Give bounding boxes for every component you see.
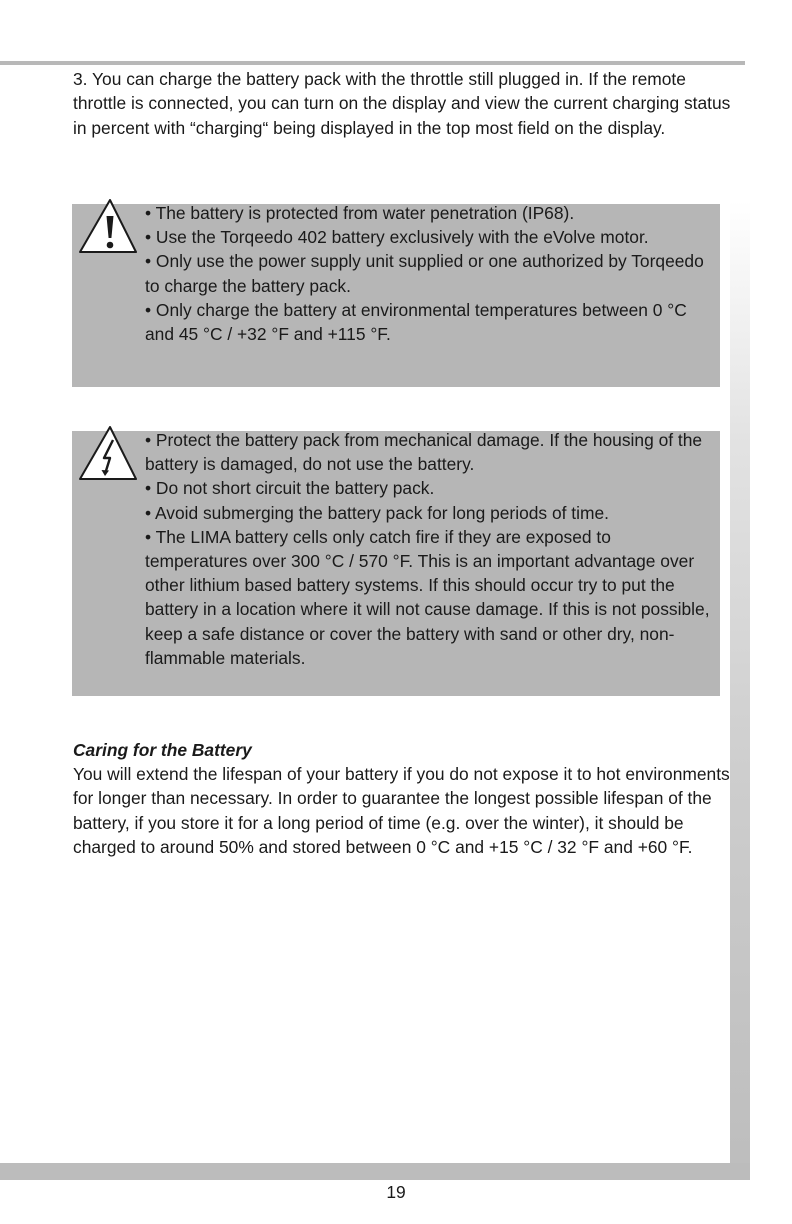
warning-item: • Only use the power supply unit supplied or one authorized by Torqeedo to charge the battery pack.	[145, 251, 704, 296]
page-edge-shading	[730, 200, 750, 1180]
danger-item: • Do not short circuit the battery pack.	[145, 478, 435, 499]
bottom-divider	[0, 1163, 750, 1180]
warning-item: • Only charge the battery at environmental temperatures between 0 °C and 45 °C / +32 °F and +115 °F.	[145, 299, 687, 345]
warning-item: • Use the Torqeedo 402 battery exclusively with the eVolve motor.	[145, 227, 649, 248]
warning-item: • The battery is protected from water penetration (IP68).	[145, 203, 575, 223]
warning-box	[72, 204, 720, 387]
danger-list	[145, 428, 715, 670]
danger-box	[72, 431, 720, 696]
intro-paragraph: 3. You can charge the battery pack with the throttle still plugged in. If the remote throttle is connected, you can turn on the display and view the current charging status in percent with “charging“ being displayed in the top most field on the display.	[73, 69, 731, 138]
warning-triangle-icon	[76, 196, 140, 258]
warning-list	[145, 201, 715, 346]
danger-item: • Protect the battery pack from mechanical damage. If the housing of the battery is damaged, do not use the battery.	[145, 430, 703, 475]
section-heading: Caring for the Battery	[73, 740, 252, 760]
danger-item: • Avoid submerging the battery pack for long periods of time.	[145, 502, 609, 523]
top-divider	[0, 61, 745, 65]
caring-paragraph: You will extend the lifespan of your battery if you do not expose it to hot environments for longer than necessary. In order to guarantee the longest possible lifespan of the battery, if you store it for a long period of time (e.g. over the winter), it should be charged to around 50% and stored between 0 °C and +15 °C / 32 °F and +60 °F.	[73, 764, 730, 858]
page-number: 19	[386, 1182, 406, 1202]
danger-item: • The LIMA battery cells only catch fire if they are exposed to temperatures over 300 °C / 570 °F. This is an important advantage over other lithium based battery systems. If this should occur try to put the battery in a location where it will not cause damage. If this is not possible, keep a safe distance or cover the battery with sand or other dry, non-flammable materials.	[145, 526, 710, 668]
high-voltage-triangle-icon	[76, 423, 140, 485]
